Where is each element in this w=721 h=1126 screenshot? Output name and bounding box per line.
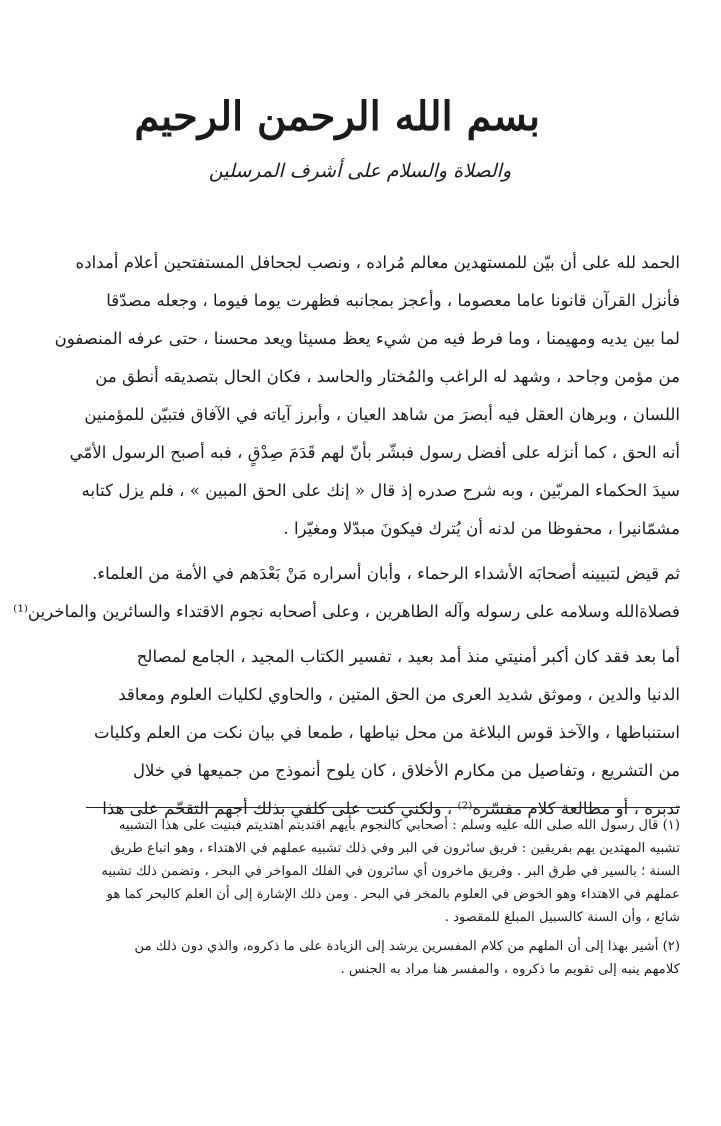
footnote-line: شائع ، وأن السنة كالسبيل المبلغ للمقصود . xyxy=(444,910,680,925)
text-line: اللسان ، وبرهان العقل فيه أبصرَ من شاهد العيان ، وأبرز آياته في الآفاق فتبيّن للمؤمنين xyxy=(84,405,680,424)
footnote-line: عملهم في الاهتداء وهو الخوض في العلوم بالمخر في البحر . ومن ذلك الإشارة إلى أن العلم كالبحر كما هو xyxy=(106,887,680,902)
text-line: فصلاةالله وسلامه على رسوله وآله الطاهرين ، وعلى أصحابه نجوم الاقتداء والسائرين والماخرين⁽¹⁾ xyxy=(13,602,680,621)
text-line: من مؤمن وجاحد ، وشهد له الراغب والمُختار والحاسد ، فكان الحال بتصديقه أنطق من xyxy=(95,367,680,386)
main-text xyxy=(13,244,680,828)
text-line: سيدَ الحكماء المربّين ، وبه شرح صدره إذ قال « إنك على الحق المبين » ، فلم يزل كتابه xyxy=(81,481,680,500)
text-line: أنه الحق ، كما أنزله على أفضل رسول فبشّر بأنّ لهم قَدَمَ صِدْقٍ ، فبه أصبح الرسول الأمّي xyxy=(69,443,680,462)
text-line: الحمد لله على أن بيّن للمستهدين معالم مُراده ، ونصب لجحافل المستفتحين أعلام أمداده xyxy=(75,253,680,272)
text-line: فأنزل القرآن قانونا عاما معصوما ، وأعجز بمجانبه فظهرت يوما فيوما ، وجعله مصدّقا xyxy=(106,291,680,310)
text-line: مشمّانيرا ، محفوظا من لدنه أن يُترك فيكونَ مبدّلا ومغيّرا . xyxy=(283,519,680,538)
footnote-divider xyxy=(86,807,680,808)
text-line: ثم قيض لتبيينه أصحابَه الأشداء الرحماء ، وأبان أسراره مَنْ بَعْدَهم في الأمة من العلماء. xyxy=(92,564,680,583)
basmala-heading: بسم الله الرحمن الرحيم xyxy=(134,93,540,140)
text-line: من التشريع ، وتفاصيل من مكارم الأخلاق ، كان يلوح أنموذج من جميعها في خلال xyxy=(132,761,680,780)
footnote-line: (١) قال رسول الله صلى الله عليه وسلم : أصحابي كالنجوم بأيهم اقتديتم اهتديتم فبنيت على هذا التشبيه xyxy=(118,818,680,833)
text-line: لما بين يديه ومهيمنا ، وما فرط فيه من شيء يعظ مسيئا ويعد محسنا ، حتى عرفه المنصفون xyxy=(54,329,680,348)
footnote-line: السنة ؛ بالسير في طرق البر . وفريق ماخرون أي سائرون في الفلك المواخر في البحر ، وتضمن ذلك تشبيه xyxy=(101,864,680,879)
footnotes xyxy=(86,814,680,981)
text-line: استنباطها ، والآخذ قوس البلاغة من محل نياطها ، طمعا في بيان نكت من العلم وكليات xyxy=(94,723,680,742)
footnote-line: كلامهم ينبه إلى تقويم ما ذكروه ، والمفسر هنا مراد به الجنس . xyxy=(340,962,680,977)
footnote-line: (٢) أشير بهذا إلى أن الملهم من كلام المفسرين يرشد إلى الزيادة على ما ذكروه، والذي دون ذلك من xyxy=(134,939,680,954)
text-line: الدنيا والدين ، وموثق شديد العرى من الحق المتين ، والحاوي لكليات العلوم ومعاقد xyxy=(118,685,680,704)
text-line: تدبره ، أو مطالعة كلام مفسّره⁽²⁾ ، ولكني كنت على كلفي بذلك أجهم التقحّم على هذا xyxy=(102,799,680,818)
footnote-line: تشبيه المهتدين بهم بفريقين : فريق سائرون في البر وفي ذلك تشبيه عملهم في الاهتداء ، وهو اتباع طريق xyxy=(110,841,680,856)
sub-heading: والصلاة والسلام على أشرف المرسلين xyxy=(208,160,512,182)
text-line: أما بعد فقد كان أكبر أمنيتي منذ أمد بعيد ، تفسير الكتاب المجيد ، الجامع لمصالح xyxy=(136,647,680,666)
